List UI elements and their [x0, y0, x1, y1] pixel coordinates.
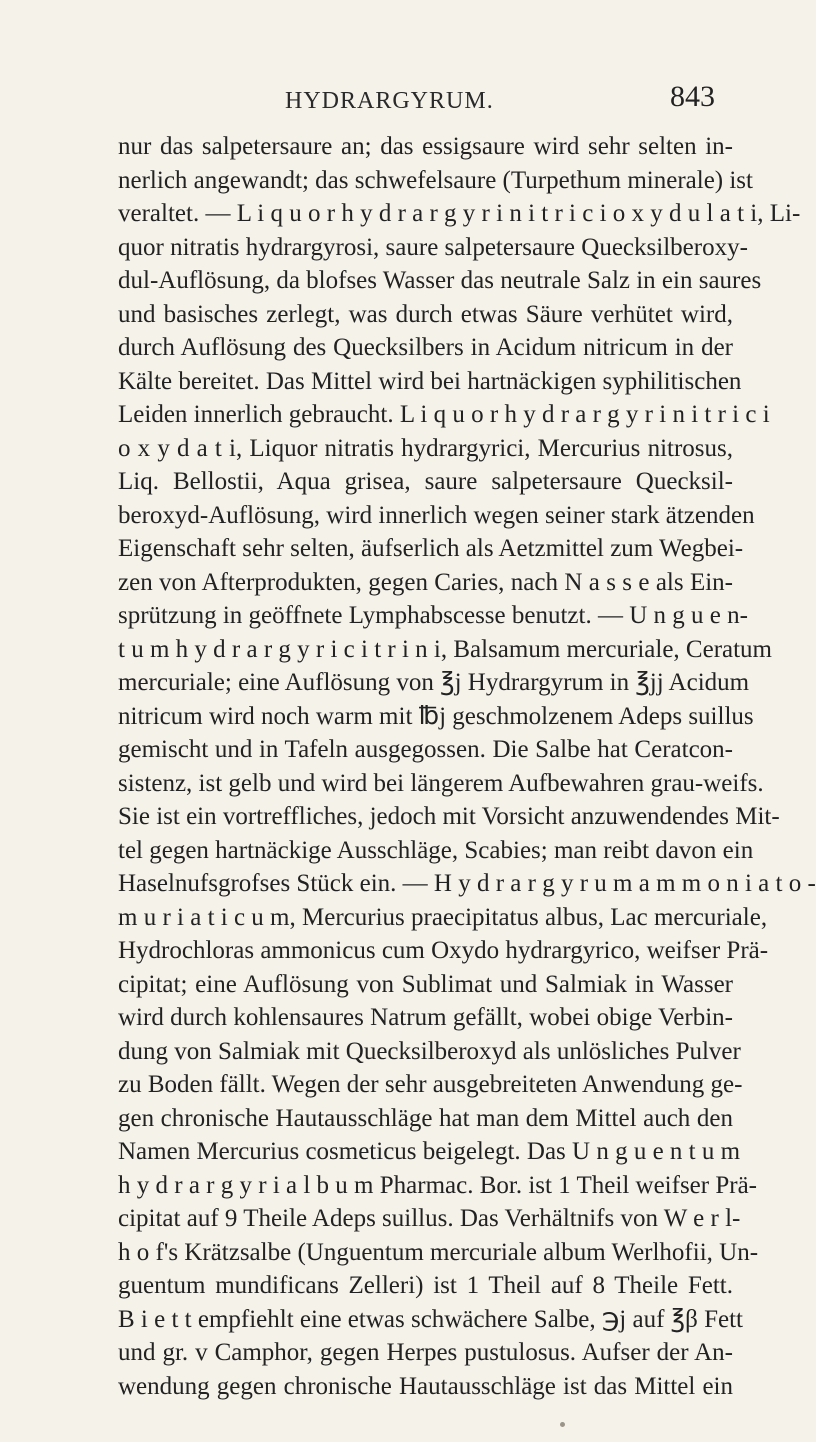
text-line: wendung gegen chronische Hautausschläge ist das Mittel ein	[118, 1372, 733, 1400]
text-line: veraltet. — L i q u o r h y d r a r g y r i n i t r i c i o x y d u l a t i, Li-	[118, 200, 801, 227]
paper-speck	[560, 1422, 565, 1427]
text-line: m u r i a t i c u m, Mercurius praecipitatus albus, Lac mercuriale,	[118, 903, 768, 931]
text-line: h y d r a r g y r i a l b u m Pharmac. Bor. ist 1 Theil weifser Prä-	[118, 1171, 757, 1199]
text-line: Hydrochloras ammonicus cum Oxydo hydrargyrico, weifser Prä-	[118, 937, 769, 964]
body-text	[118, 130, 816, 1403]
text-line: guentum mundificans Zelleri) ist 1 Theil auf 8 Theile Fett.	[118, 1272, 733, 1299]
text-line: dung von Salmiak mit Quecksilberoxyd als unlösliches Pulver	[118, 1037, 741, 1065]
text-line: Eigenschaft sehr selten, äufserlich als Aetzmittel zum Wegbei-	[118, 535, 744, 562]
text-line: Haselnufsgrofses Stück ein. — H y d r a r g y r u m a m m o n i a t o -	[118, 870, 816, 897]
text-line: nur das salpetersaure an; das essigsaure wird sehr selten in-	[118, 133, 733, 160]
text-line: und basisches zerlegt, was durch etwas Säure verhütet wird,	[118, 300, 733, 328]
text-line: und gr. v Camphor, gegen Herpes pustulosus. Aufser der An-	[118, 1339, 733, 1366]
page-number: 843	[670, 80, 715, 113]
running-title: HYDRARGYRUM.	[285, 88, 494, 114]
text-line: t u m h y d r a r g y r i c i t r i n i, Balsamum mercuriale, Ceratum	[118, 635, 773, 663]
text-line: Sie ist ein vortreffliches, jedoch mit Vorsicht anzuwendendes Mit-	[118, 803, 780, 830]
text-line: cipitat auf 9 Theile Adeps suillus. Das Verhältnifs von W e r l-	[118, 1205, 741, 1232]
text-line: gen chronische Hautausschläge hat man dem Mittel auch den	[118, 1104, 733, 1132]
text-line: sprützung in geöffnete Lymphabscesse benutzt. — U n g u e n-	[118, 602, 748, 629]
text-line: cipitat; eine Auflösung von Sublimat und Salmiak in Wasser	[118, 970, 733, 998]
page-header	[0, 78, 800, 118]
text-line: durch Auflösung des Quecksilbers in Acidum nitricum in der	[118, 334, 733, 361]
text-line: Leiden innerlich gebraucht. L i q u o r h y d r a r g y r i n i t r i c i	[118, 401, 770, 428]
text-line: nerlich angewandt; das schwefelsaure (Turpethum minerale) ist	[118, 166, 753, 194]
text-line: h o f's Krätzsalbe (Unguentum mercuriale album Werlhofii, Un-	[118, 1238, 759, 1266]
text-line: o x y d a t i, Liquor nitratis hydrargyrici, Mercurius nitrosus,	[118, 434, 733, 462]
text-line: Kälte bereitet. Das Mittel wird bei hartnäckigen syphilitischen	[118, 367, 742, 395]
text-line: zu Boden fällt. Wegen der sehr ausgebreiteten Anwendung ge-	[118, 1071, 743, 1098]
text-line: Liq. Bellostii, Aqua grisea, saure salpetersaure Quecksil-	[118, 468, 733, 495]
text-line: gemischt und in Tafeln ausgegossen. Die Salbe hat Ceratcon-	[118, 736, 733, 763]
text-line: dul-Auflösung, da blofses Wasser das neutrale Salz in ein saures	[118, 267, 762, 294]
text-line: mercuriale; eine Auflösung von ℥j Hydrargyrum in ℥jj Acidum	[118, 669, 750, 696]
text-line: tel gegen hartnäckige Ausschläge, Scabies; man reibt davon ein	[118, 836, 754, 864]
text-line: wird durch kohlensaures Natrum gefällt, wobei obige Verbin-	[118, 1004, 733, 1031]
text-line: zen von Afterprodukten, gegen Caries, nach N a s s e als Ein-	[118, 568, 733, 596]
text-line: Namen Mercurius cosmeticus beigelegt. Das U n g u e n t u m	[118, 1138, 741, 1165]
text-line: beroxyd-Auflösung, wird innerlich wegen seiner stark ätzenden	[118, 501, 755, 529]
text-line: sistenz, ist gelb und wird bei längerem Aufbewahren grau-weifs.	[118, 769, 764, 797]
text-line: nitricum wird noch warm mit ℔j geschmolzenem Adeps suillus	[118, 702, 754, 730]
text-line: B i e t t empfiehlt eine etwas schwächere Salbe, ℈j auf ℥β Fett	[118, 1305, 743, 1333]
text-line: quor nitratis hydrargyrosi, saure salpetersaure Quecksilberoxy-	[118, 233, 748, 261]
